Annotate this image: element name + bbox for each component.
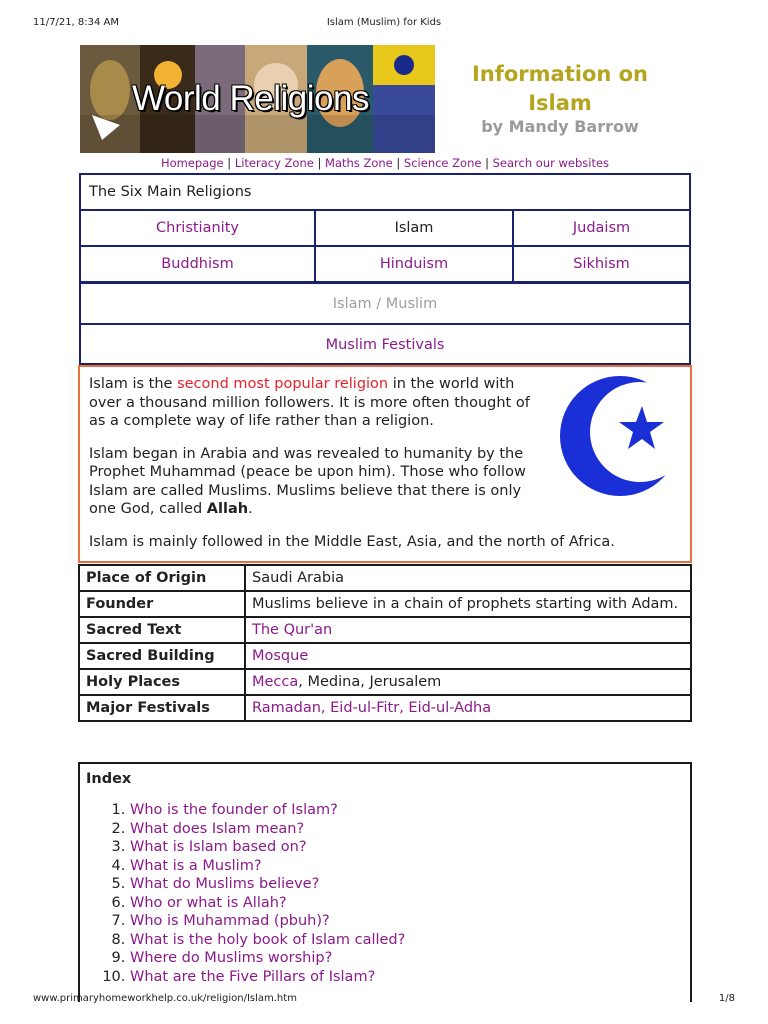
nav-literacy-zone[interactable]: Literacy Zone — [234, 156, 314, 170]
table-row — [79, 565, 691, 591]
nav-homepage[interactable]: Homepage — [160, 156, 224, 170]
muslim-festivals-link[interactable]: Muslim Festivals — [325, 337, 445, 353]
list-item — [130, 820, 684, 839]
religion-link-buddhism[interactable]: Buddhism — [81, 247, 316, 281]
table-row — [79, 669, 691, 695]
index-link[interactable]: What is a Muslim? — [130, 857, 262, 874]
index-link[interactable]: What is the holy book of Islam called? — [130, 931, 406, 948]
table-row — [79, 643, 691, 669]
sacred-text-label: Sacred Text — [79, 617, 245, 643]
religions-header — [79, 173, 691, 211]
religion-link-hinduism[interactable]: Hinduism — [316, 247, 514, 281]
index-link[interactable]: What does Islam mean? — [130, 820, 305, 837]
origin-value: Saudi Arabia — [245, 565, 691, 591]
print-datetime: 11/7/21, 8:34 AM — [33, 17, 120, 28]
nav-maths-zone[interactable]: Maths Zone — [325, 156, 393, 170]
print-url: www.primaryhomeworkhelp.co.uk/religion/Islam.htm — [33, 993, 297, 1004]
holy-places-rest: , Medina, Jerusalem — [298, 674, 442, 690]
holy-places-label: Holy Places — [79, 669, 245, 695]
religions-grid — [79, 209, 691, 283]
intro-p1-start: Islam is the — [89, 376, 178, 392]
festivals-row — [79, 323, 691, 365]
top-navigation: Homepage | Literacy Zone | Maths Zone | Science Zone | Search our websites — [160, 156, 610, 170]
sacred-building-link[interactable]: Mosque — [245, 643, 691, 669]
world-religions-banner[interactable] — [80, 45, 435, 153]
nav-science-zone[interactable]: Science Zone — [403, 156, 482, 170]
facts-table — [78, 564, 692, 722]
print-header — [33, 17, 735, 31]
intro-paragraph-3: Islam is mainly followed in the Middle East, Asia, and the north of Africa. — [89, 533, 615, 550]
index-list — [86, 801, 684, 986]
index-link[interactable]: What is Islam based on? — [130, 839, 307, 855]
allah-bold: Allah — [206, 501, 249, 517]
founder-value: Muslims believe in a chain of prophets starting with Adam. — [245, 591, 691, 617]
major-festivals-link[interactable]: Ramadan, Eid-ul-Fitr, Eid-ul-Adha — [245, 695, 691, 721]
list-item — [130, 875, 684, 894]
list-item — [130, 949, 684, 968]
table-row — [79, 591, 691, 617]
index-title: Index — [86, 771, 132, 787]
intro-p1-end: in the world with over a thousand million followers. It is more often thought of as a complete way of life rather than a religion. — [89, 376, 530, 429]
index-link[interactable]: Where do Muslims worship? — [130, 950, 333, 966]
index-link[interactable]: What are the Five Pillars of Islam? — [130, 968, 376, 985]
sacred-building-label: Sacred Building — [79, 643, 245, 669]
list-item — [130, 894, 684, 913]
sacred-text-link[interactable]: The Qur'an — [245, 617, 691, 643]
mecca-link[interactable]: Mecca — [252, 674, 299, 690]
list-item — [130, 857, 684, 876]
religion-link-sikhism[interactable]: Sikhism — [573, 256, 630, 272]
page-author: by Mandy Barrow — [481, 117, 639, 136]
founder-label: Founder — [79, 591, 245, 617]
list-item — [130, 801, 684, 820]
religions-header-label: The Six Main Religions — [89, 184, 252, 200]
crescent-star-icon — [560, 372, 670, 502]
table-row — [79, 617, 691, 643]
current-section-label: Islam / Muslim — [332, 296, 438, 312]
index-section — [78, 762, 692, 1002]
page-title: Information on Islam — [471, 62, 649, 115]
index-link[interactable]: Who or what is Allah? — [130, 894, 287, 911]
list-item — [130, 931, 684, 950]
holy-places-value — [245, 669, 691, 695]
banner-title: World Religions — [132, 79, 369, 118]
list-item — [130, 838, 684, 857]
index-link[interactable]: What do Muslims believe? — [130, 876, 320, 892]
intro-highlight: second most popular religion — [177, 376, 389, 392]
religion-link-christianity[interactable]: Christianity — [81, 211, 316, 247]
major-festivals-label: Major Festivals — [79, 695, 245, 721]
religion-current-islam: Islam — [316, 211, 514, 247]
intro-p2-end: . — [248, 501, 253, 517]
nav-search[interactable]: Search our websites — [492, 156, 610, 170]
origin-label: Place of Origin — [79, 565, 245, 591]
list-item — [130, 968, 684, 987]
print-page-title: Islam (Muslim) for Kids — [326, 17, 442, 28]
print-page-number: 1/8 — [718, 993, 735, 1004]
table-row — [79, 695, 691, 721]
intro-paragraph-2 — [89, 445, 549, 519]
religion-link-judaism[interactable]: Judaism — [514, 211, 689, 247]
intro-paragraph-1 — [89, 375, 544, 431]
index-link[interactable]: Who is Muhammad (pbuh)? — [130, 913, 330, 929]
current-section — [79, 282, 691, 325]
index-link[interactable]: Who is the founder of Islam? — [130, 802, 338, 818]
list-item — [130, 912, 684, 931]
intro-p2-start: Islam began in Arabia and was revealed to humanity by the Prophet Muhammad (peace be upon him). Those who follow Islam are called Muslims. Muslims believe that there is only one God, called — [89, 445, 526, 517]
